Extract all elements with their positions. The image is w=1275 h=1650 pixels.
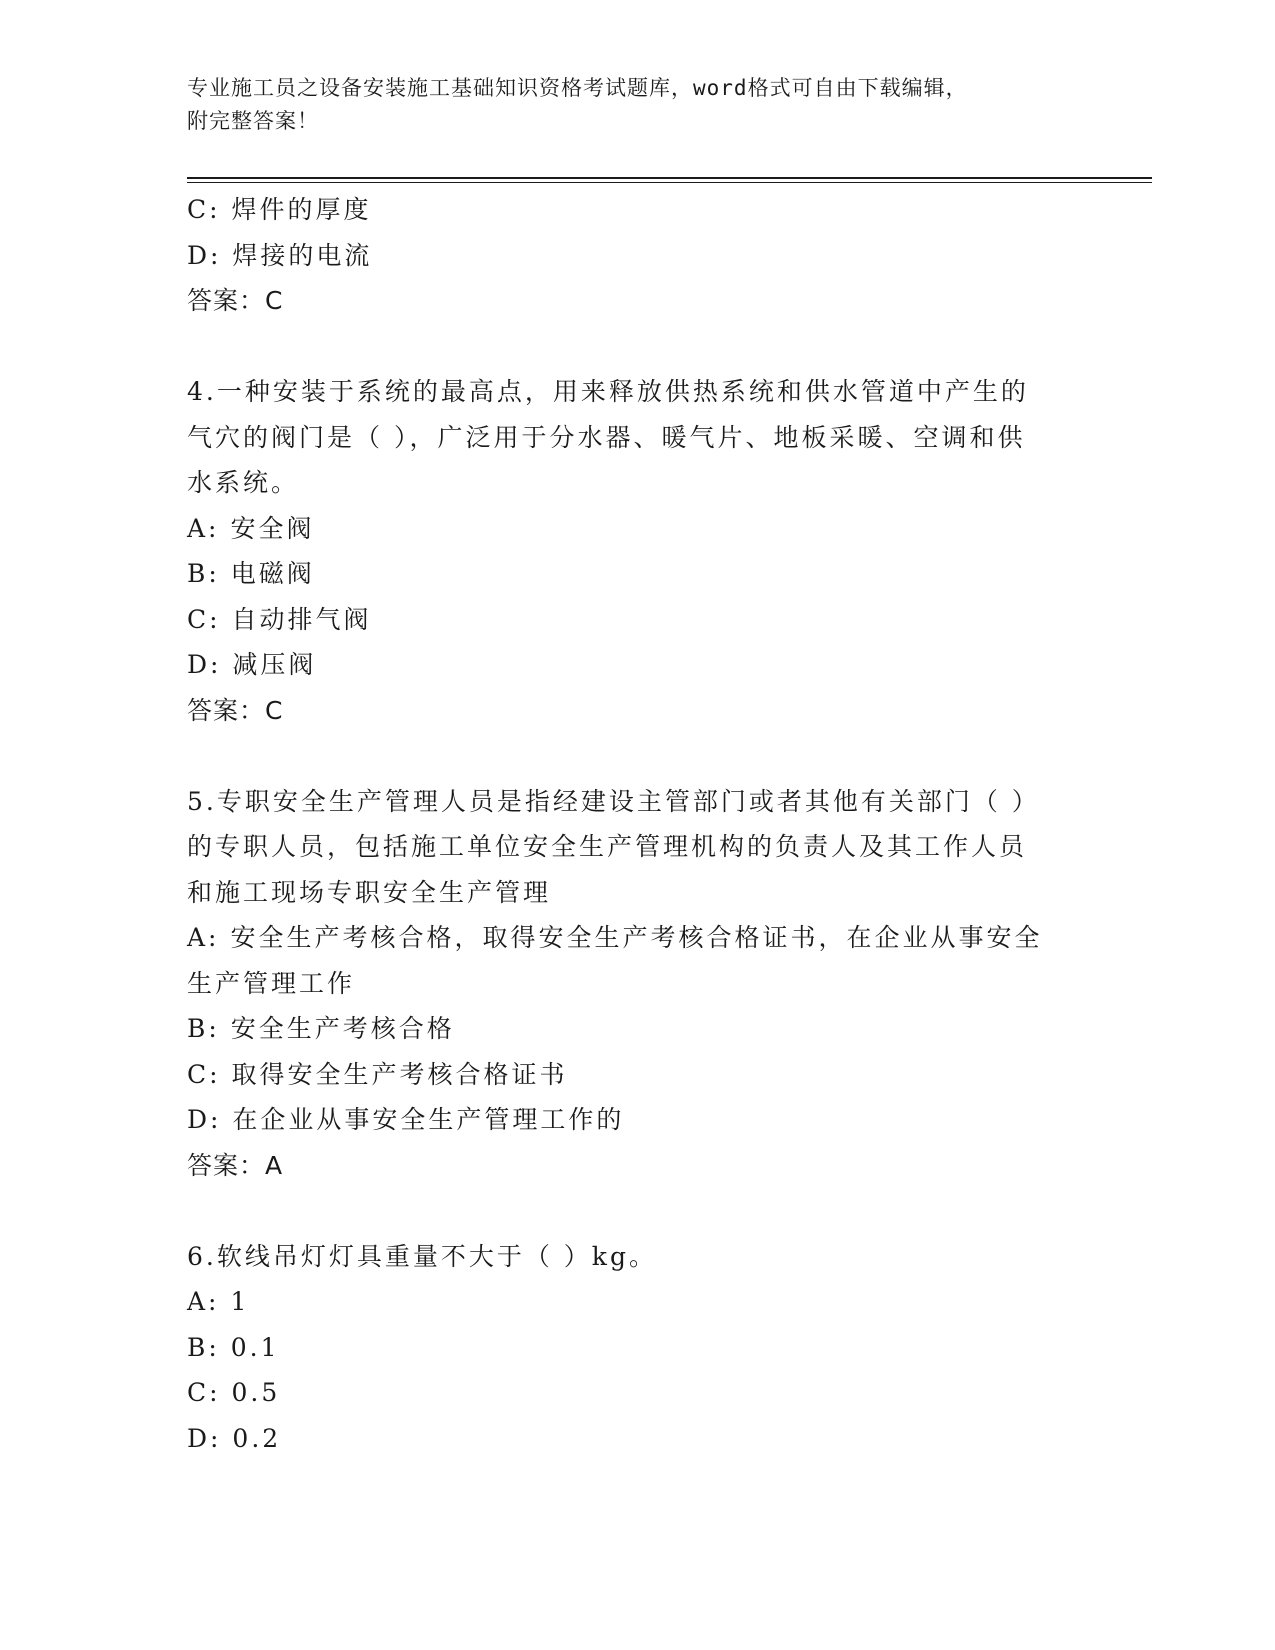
option-letter: B:	[187, 559, 220, 588]
option-line	[187, 1416, 1087, 1462]
option-line	[187, 1279, 1087, 1325]
option-letter: A:	[187, 1287, 220, 1316]
header-divider-thick	[187, 177, 1152, 179]
option-letter: A:	[187, 513, 220, 543]
option-text: 0.2	[232, 1423, 282, 1453]
option-letter: C:	[187, 1059, 221, 1089]
option-line	[187, 1325, 1087, 1371]
option-text: 0.1	[230, 1332, 280, 1362]
option-line	[187, 915, 1087, 961]
option-line	[187, 1097, 1087, 1143]
question-stem-line: 的专职人员，包括施工单位安全生产管理机构的负责人及其工作人员	[187, 832, 1028, 861]
document-header	[187, 72, 1087, 138]
option-letter: C:	[187, 1378, 221, 1407]
option-text: 自动排气阀	[231, 604, 372, 634]
answer-line: 答案：A	[187, 1150, 284, 1180]
option-text: 取得安全生产考核合格证书	[231, 1059, 568, 1089]
option-line	[187, 551, 1087, 597]
option-line	[187, 1052, 1087, 1098]
option-letter: C:	[187, 604, 221, 634]
option-line	[187, 1370, 1087, 1416]
option-line	[187, 506, 1087, 552]
option-letter: D:	[187, 240, 222, 270]
option-line	[187, 1006, 1087, 1052]
option-text: 焊接的电流	[232, 240, 373, 270]
option-text: 电磁阀	[230, 559, 315, 588]
option-letter: A:	[187, 923, 220, 952]
option-text: 0.5	[231, 1378, 281, 1407]
option-letter: D:	[187, 1105, 222, 1134]
question-stem-line: 4.一种安装于系统的最高点，用来释放供热系统和供水管道中产生的	[187, 377, 1029, 406]
option-text: 安全生产考核合格，取得安全生产考核合格证书，在企业从事安全	[230, 923, 1043, 952]
option-text: 减压阀	[232, 650, 317, 679]
option-line-continued: 生产管理工作	[187, 968, 356, 998]
header-line-1: 专业施工员之设备安装施工基础知识资格考试题库，word格式可自由下载编辑，	[187, 76, 968, 100]
option-text: 安全生产考核合格	[230, 1014, 455, 1043]
option-text: 安全阀	[230, 513, 315, 543]
question-4	[187, 369, 1087, 733]
option-letter: B:	[187, 1332, 220, 1362]
option-letter: D:	[187, 1423, 222, 1453]
question-stem-line: 和施工现场专职安全生产管理	[187, 877, 552, 907]
option-text: 1	[230, 1287, 250, 1316]
option-line	[187, 597, 1087, 643]
option-letter: D:	[187, 650, 222, 679]
spacer	[187, 1188, 1087, 1234]
option-text: 焊件的厚度	[231, 195, 372, 224]
question-content	[187, 187, 1087, 1461]
option-text: 在企业从事安全生产管理工作的	[232, 1105, 625, 1134]
question-stem-line: 6.软线吊灯灯具重量不大于（ ）kg。	[187, 1241, 657, 1271]
header-divider-thin	[187, 182, 1152, 183]
question-stem-line: 5.专职安全生产管理人员是指经建设主管部门或者其他有关部门（ ）	[187, 786, 1040, 816]
question-6	[187, 1234, 1087, 1462]
option-line	[187, 233, 1087, 279]
option-letter: C:	[187, 195, 221, 224]
question-stem-line: 气穴的阀门是（ ），广泛用于分水器、暖气片、地板采暖、空调和供	[187, 422, 1026, 452]
option-line	[187, 187, 1087, 233]
prev-question-tail	[187, 187, 1087, 324]
question-stem-line: 水系统。	[187, 468, 300, 497]
option-line	[187, 642, 1087, 688]
spacer	[187, 733, 1087, 779]
answer-line: 答案：C	[187, 695, 284, 725]
answer-line: 答案：C	[187, 286, 284, 315]
spacer	[187, 324, 1087, 370]
header-line-2: 附完整答案！	[187, 109, 319, 133]
option-letter: B:	[187, 1014, 220, 1043]
question-5	[187, 779, 1087, 1189]
